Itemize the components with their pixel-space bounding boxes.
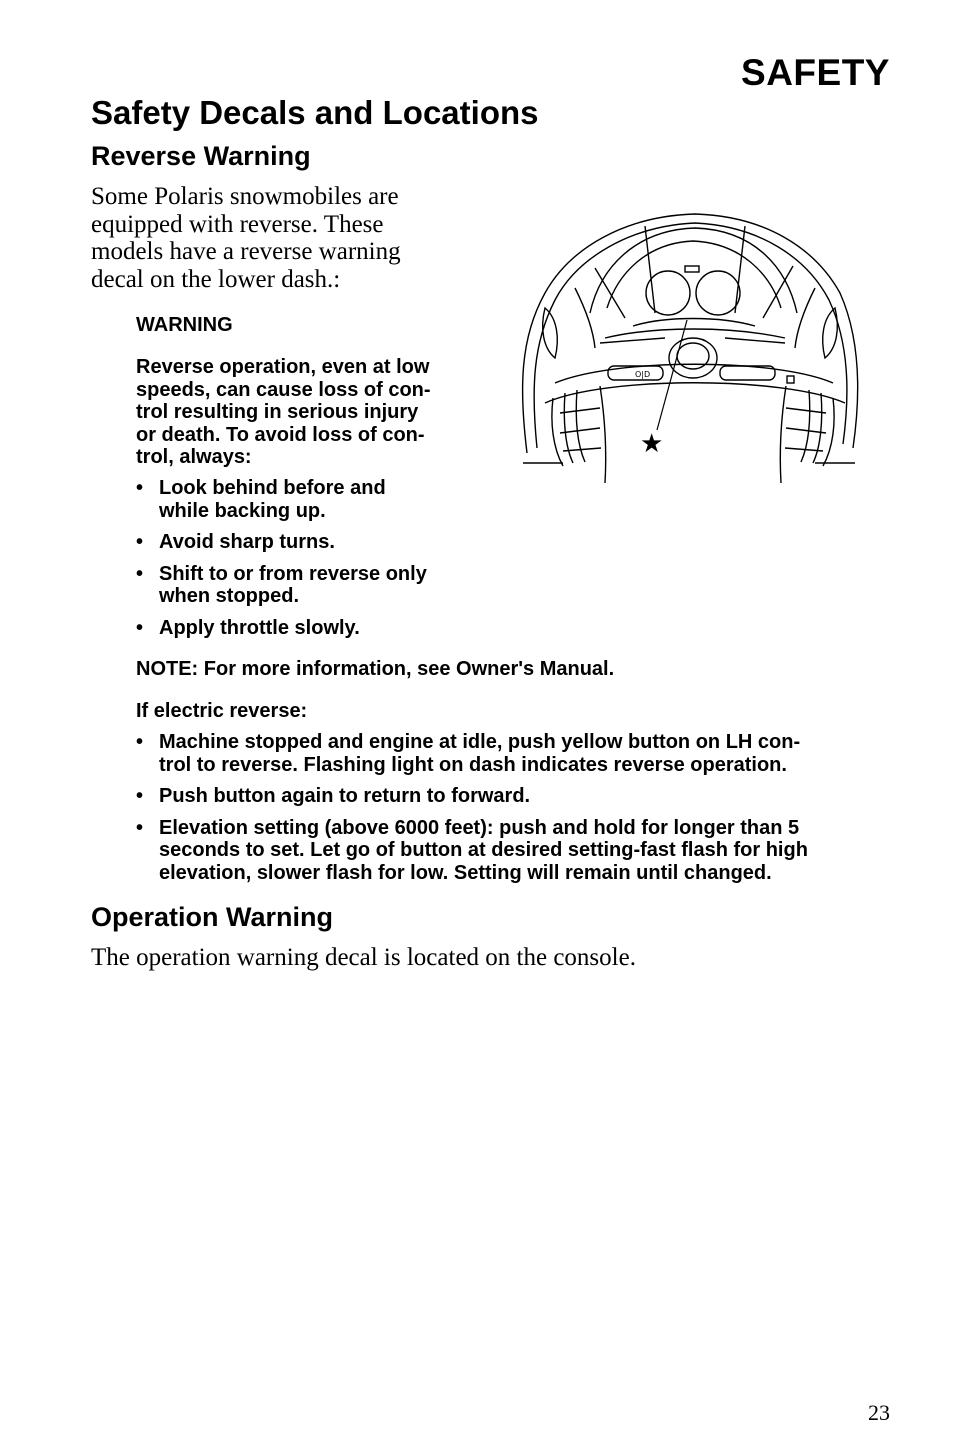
warning-title: WARNING <box>136 314 233 336</box>
right-gauge <box>696 271 740 315</box>
bullet-icon: • <box>136 731 144 753</box>
warning-line: trol resulting in serious injury <box>136 401 419 423</box>
warning-line: or death. To avoid loss of con- <box>136 423 425 446</box>
electric-reverse-title: If electric reverse: <box>136 700 308 722</box>
warning-bullet-list <box>136 477 476 648</box>
reverse-warning-heading: Reverse Warning <box>91 141 311 171</box>
bullet-icon: • <box>136 562 144 585</box>
note-text: NOTE: For more information, see Owner's Manual. <box>136 658 615 680</box>
electric-reverse-bullet-list <box>136 731 896 893</box>
intro-line: Some Polaris snowmobiles are <box>91 183 399 210</box>
intro-line: decal on the lower dash.: <box>91 265 341 293</box>
dash-console-illustration <box>515 208 865 490</box>
list-item: • Machine stopped and engine at idle, push yellow button on LH con- trol to reverse. Flashing light on dash indicates reverse operation. <box>136 731 801 776</box>
list-item: • Elevation setting (above 6000 feet): push and hold for longer than 5 seconds to set. Let go of button at desired setting-fast flash for high elevation, slower flash for low. Setting will remain until changed. <box>136 816 808 884</box>
warning-line: trol, always: <box>136 446 252 468</box>
intro-line: models have a reverse warning <box>91 238 401 265</box>
list-item: • Push button again to return to forward. <box>136 785 531 807</box>
list-item: • Look behind before and while backing up. <box>136 477 386 522</box>
bullet-icon: • <box>136 616 144 639</box>
bullet-icon: • <box>136 477 144 499</box>
bullet-icon: • <box>136 785 144 807</box>
warning-line: speeds, can cause loss of con- <box>136 378 431 401</box>
hood-outline <box>523 214 858 453</box>
button-label: O|D <box>635 370 651 379</box>
warning-body <box>136 356 476 469</box>
section-header: SAFETY <box>741 52 890 93</box>
operation-warning-heading: Operation Warning <box>91 902 333 932</box>
operation-warning-text: The operation warning decal is located on the console. <box>91 944 636 971</box>
bullet-icon: • <box>136 531 144 553</box>
page-title: Safety Decals and Locations <box>91 94 539 131</box>
list-item: • Avoid sharp turns. <box>136 531 335 553</box>
intro-line: equipped with reverse. These <box>91 210 384 238</box>
list-item: • Shift to or from reverse only when stopped. <box>136 562 427 607</box>
list-item: • Apply throttle slowly. <box>136 616 360 639</box>
leader-line <box>657 320 687 430</box>
bullet-icon: • <box>136 816 144 839</box>
reverse-intro-paragraph <box>91 183 471 293</box>
star-marker: ★ <box>640 429 664 459</box>
warning-line: Reverse operation, even at low <box>136 356 430 378</box>
page-number: 23 <box>868 1400 890 1425</box>
